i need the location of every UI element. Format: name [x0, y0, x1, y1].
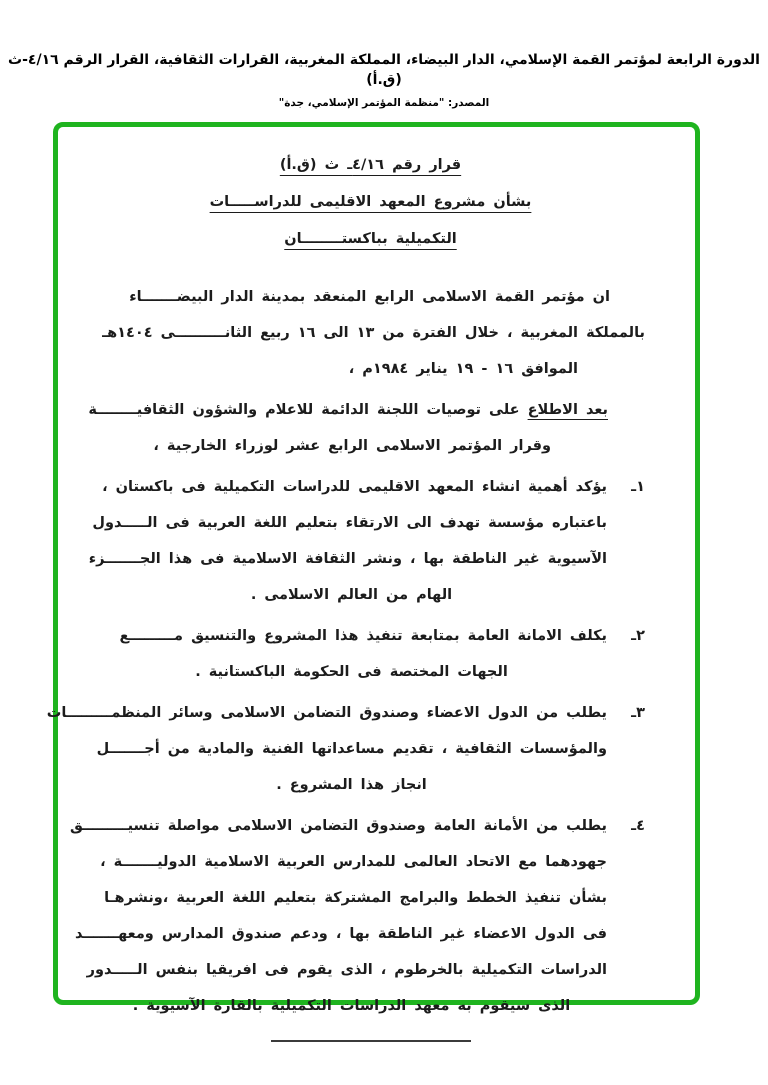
- clause-line: انجاز هذا المشروع .: [276, 777, 427, 793]
- underlined-phrase: بعد الاطلاع: [527, 402, 608, 418]
- clause-number: ٤ـ: [631, 818, 645, 834]
- resolution-title-line: التكميلية بباكستــــــــان: [284, 231, 457, 247]
- paragraph: [88, 392, 645, 464]
- clause-text: [88, 469, 607, 613]
- clause-number: ٢ـ: [631, 628, 645, 644]
- numbered-clause: [46, 695, 645, 803]
- clause-line: الجهات المختصة فى الحكومة الباكستانية .: [195, 664, 508, 680]
- clause-text: [96, 618, 607, 690]
- document-body: [46, 127, 695, 1042]
- clause-number: ١ـ: [631, 479, 645, 495]
- clause-number: ٣ـ: [631, 705, 645, 721]
- numbered-clause: [69, 808, 645, 1024]
- highlight-frame: [46, 122, 700, 1014]
- clause-line: جهودهما مع الاتحاد العالمى للمدارس العربية الاسلامية الدوليـــــــة ،: [100, 854, 607, 870]
- clause-line: يكلف الامانة العامة بمتابعة تنفيذ هذا المشروع والتنسيق مـــــــــع: [119, 628, 607, 644]
- clause-line: الدراسات التكميلية بالخرطوم ، الذى يقوم فى افريقيا بنفس الـــــدور: [86, 962, 607, 978]
- numbered-clause: [96, 618, 645, 690]
- paragraph-line: بعد الاطلاع على توصيات اللجنة الدائمة للاعلام والشؤون الثقافيــــــــة: [88, 402, 608, 418]
- paragraph-line: بالمملكة المغربية ، خلال الفترة من ١٣ الى ١٦ ربيع الثانــــــــــى ١٤٠٤هـ: [102, 325, 645, 341]
- resolution-title: [96, 147, 645, 258]
- clause-line: والمؤسسات الثقافية ، تقديم مساعداتها الفنية والمادية من أجـــــــل: [96, 741, 607, 757]
- clause-line: الذى سيقوم به معهد الدراسات التكميلية بالقارة الآسيوية .: [132, 998, 571, 1014]
- clause-line: الآسيوية غير الناطقة بها ، ونشر الثقافة الاسلامية فى هذا الجـــــــزء: [88, 551, 607, 567]
- clause-line: يؤكد أهمية انشاء المعهد الاقليمى للدراسات التكميلية فى باكستان ،: [102, 479, 607, 495]
- paragraph-line: وقرار المؤتمر الاسلامى الرابع عشر لوزراء الخارجية ،: [153, 438, 551, 454]
- clause-text: [46, 695, 607, 803]
- clause-line: بشأن تنفيذ الخطط والبرامج المشتركة بتعليم اللغة العربية ،ونشرهـا: [104, 890, 607, 906]
- clause-line: يطلب من الأمانة العامة وصندوق التضامن الاسلامى مواصلة تنسيـــــــــق: [69, 818, 607, 834]
- paragraph-line: ان مؤتمر القمة الاسلامى الرابع المنعقد بمدينة الدار البيضـــــــاء: [129, 289, 610, 305]
- paragraph: [96, 279, 645, 387]
- numbered-clause: [88, 469, 645, 613]
- resolution-title-line: بشأن مشروع المعهد الاقليمى للدراســـــات: [209, 194, 532, 210]
- page-header: [0, 50, 768, 109]
- clause-line: باعتباره مؤسسة تهدف الى الارتقاء بتعليم اللغة العربية فى الـــــدول: [92, 515, 607, 531]
- clause-line: فى الدول الاعضاء غير الناطقة بها ، ودعم صندوق المدارس ومعهـــــــد: [75, 926, 607, 942]
- clause-line: يطلب من الدول الاعضاء وصندوق التضامن الاسلامى وسائر المنظمـــــــــات: [46, 705, 607, 721]
- clause-text: [69, 808, 607, 1024]
- paragraph-line: الموافق ١٦ - ١٩ يناير ١٩٨٤م ،: [348, 361, 578, 377]
- closing-rule: [271, 1040, 471, 1042]
- resolution-title-line: قرار رقم ٤/١٦ـ ث (ق.أ): [279, 157, 462, 173]
- clause-line: الهام من العالم الاسلامى .: [250, 587, 453, 603]
- header-source-line: المصدر: "منظمة المؤتمر الإسلامي، جدة": [278, 97, 490, 109]
- header-citation-line: الدورة الرابعة لمؤتمر القمة الإسلامي، الدار البيضاء، المملكة المغربية، القرارات الثقافية، القرار الرقم ٤/١٦-ث (ق.أ): [8, 52, 760, 88]
